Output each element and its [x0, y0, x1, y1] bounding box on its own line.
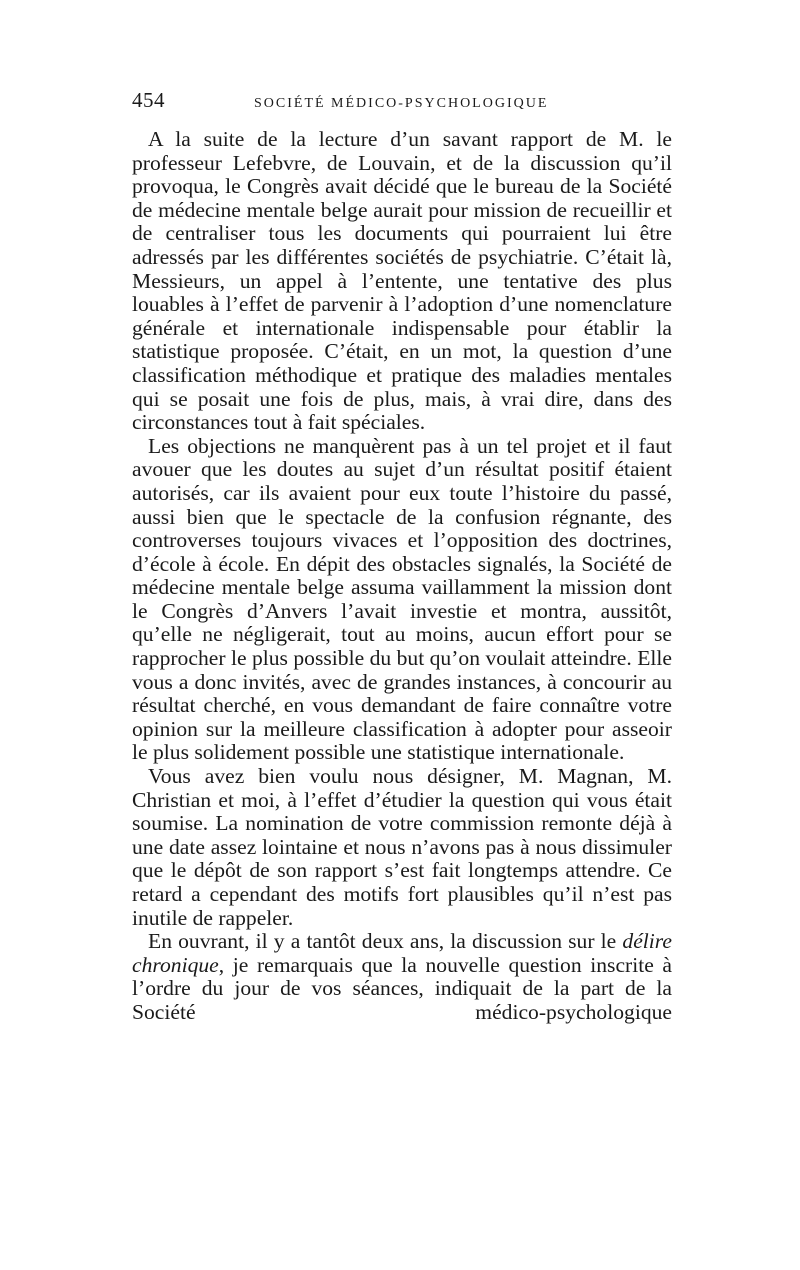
book-page — [132, 88, 672, 1025]
paragraph: Vous avez bien voulu nous désigner, M. Magnan, M. Christian et moi, à l’effet d’étudier la question qui vous était soumise. La nomination de votre commission remonte déjà à une date assez lointaine et nous n’avons pas à nous dissimuler que le dépôt de son rapport s’est fait longtemps attendre. Ce retard a cependant des motifs fort plausibles qu’il n’est pas inutile de rappeler. — [132, 764, 672, 930]
paragraph: Les objections ne manquèrent pas à un tel projet et il faut avouer que les doutes au sujet d’un résultat positif étaient autorisés, car ils avaient pour eux toute l’histoire du passé, aussi bien que le spectacle de la confusion régnante, des controverses toujours vivaces et l’opposition des doctrines, d’école à école. En dépit des obstacles signalés, la Société de médecine mentale belge assuma vaillamment la mission dont le Congrès d’Anvers l’avait investie et montra, aussitôt, qu’elle ne négligerait, tout au moins, aucun effort pour se rapprocher le plus possible du but qu’on voulait atteindre. Elle vous a donc invités, avec de grandes instances, à concourir au résultat cherché, en vous demandant de faire connaître votre opinion sur la meilleure classification à adopter pour asseoir le plus solidement possible une statistique internationale. — [132, 433, 672, 765]
body-text — [132, 128, 672, 1025]
paragraph-text: , je remarquais que la nouvelle question inscrite à l’ordre du jour de vos séances, indiquait de la part de la Société médico-psychologique — [132, 952, 672, 1024]
page-header — [132, 88, 672, 114]
page-number: 454 — [132, 88, 165, 112]
paragraph: A la suite de la lecture d’un savant rapport de M. le professeur Lefebvre, de Louvain, et de la discussion qu’il provoqua, le Congrès avait décidé que le bureau de la Société de médecine mentale belge aurait pour mission de recueillir et de centraliser tous les documents qui pourraient lui être adressés par les différentes sociétés de psychiatrie. C’était là, Messieurs, un appel à l’entente, une tentative des plus louables à l’effet de parvenir à l’adoption d’une nomenclature générale et internationale indispensable pour établir la statistique proposée. C’était, en un mot, la question d’une classification méthodique et pratique des maladies mentales qui se posait une fois de plus, mais, à vrai dire, dans des circonstances tout à fait spéciales. — [132, 127, 672, 435]
paragraph — [132, 930, 672, 1024]
running-head: SOCIÉTÉ MÉDICO-PSYCHOLOGIQUE — [254, 96, 549, 111]
italic-term: délire chronique — [132, 929, 672, 977]
paragraph-text: En ouvrant, il y a tantôt deux ans, la discussion sur le — [148, 929, 623, 954]
